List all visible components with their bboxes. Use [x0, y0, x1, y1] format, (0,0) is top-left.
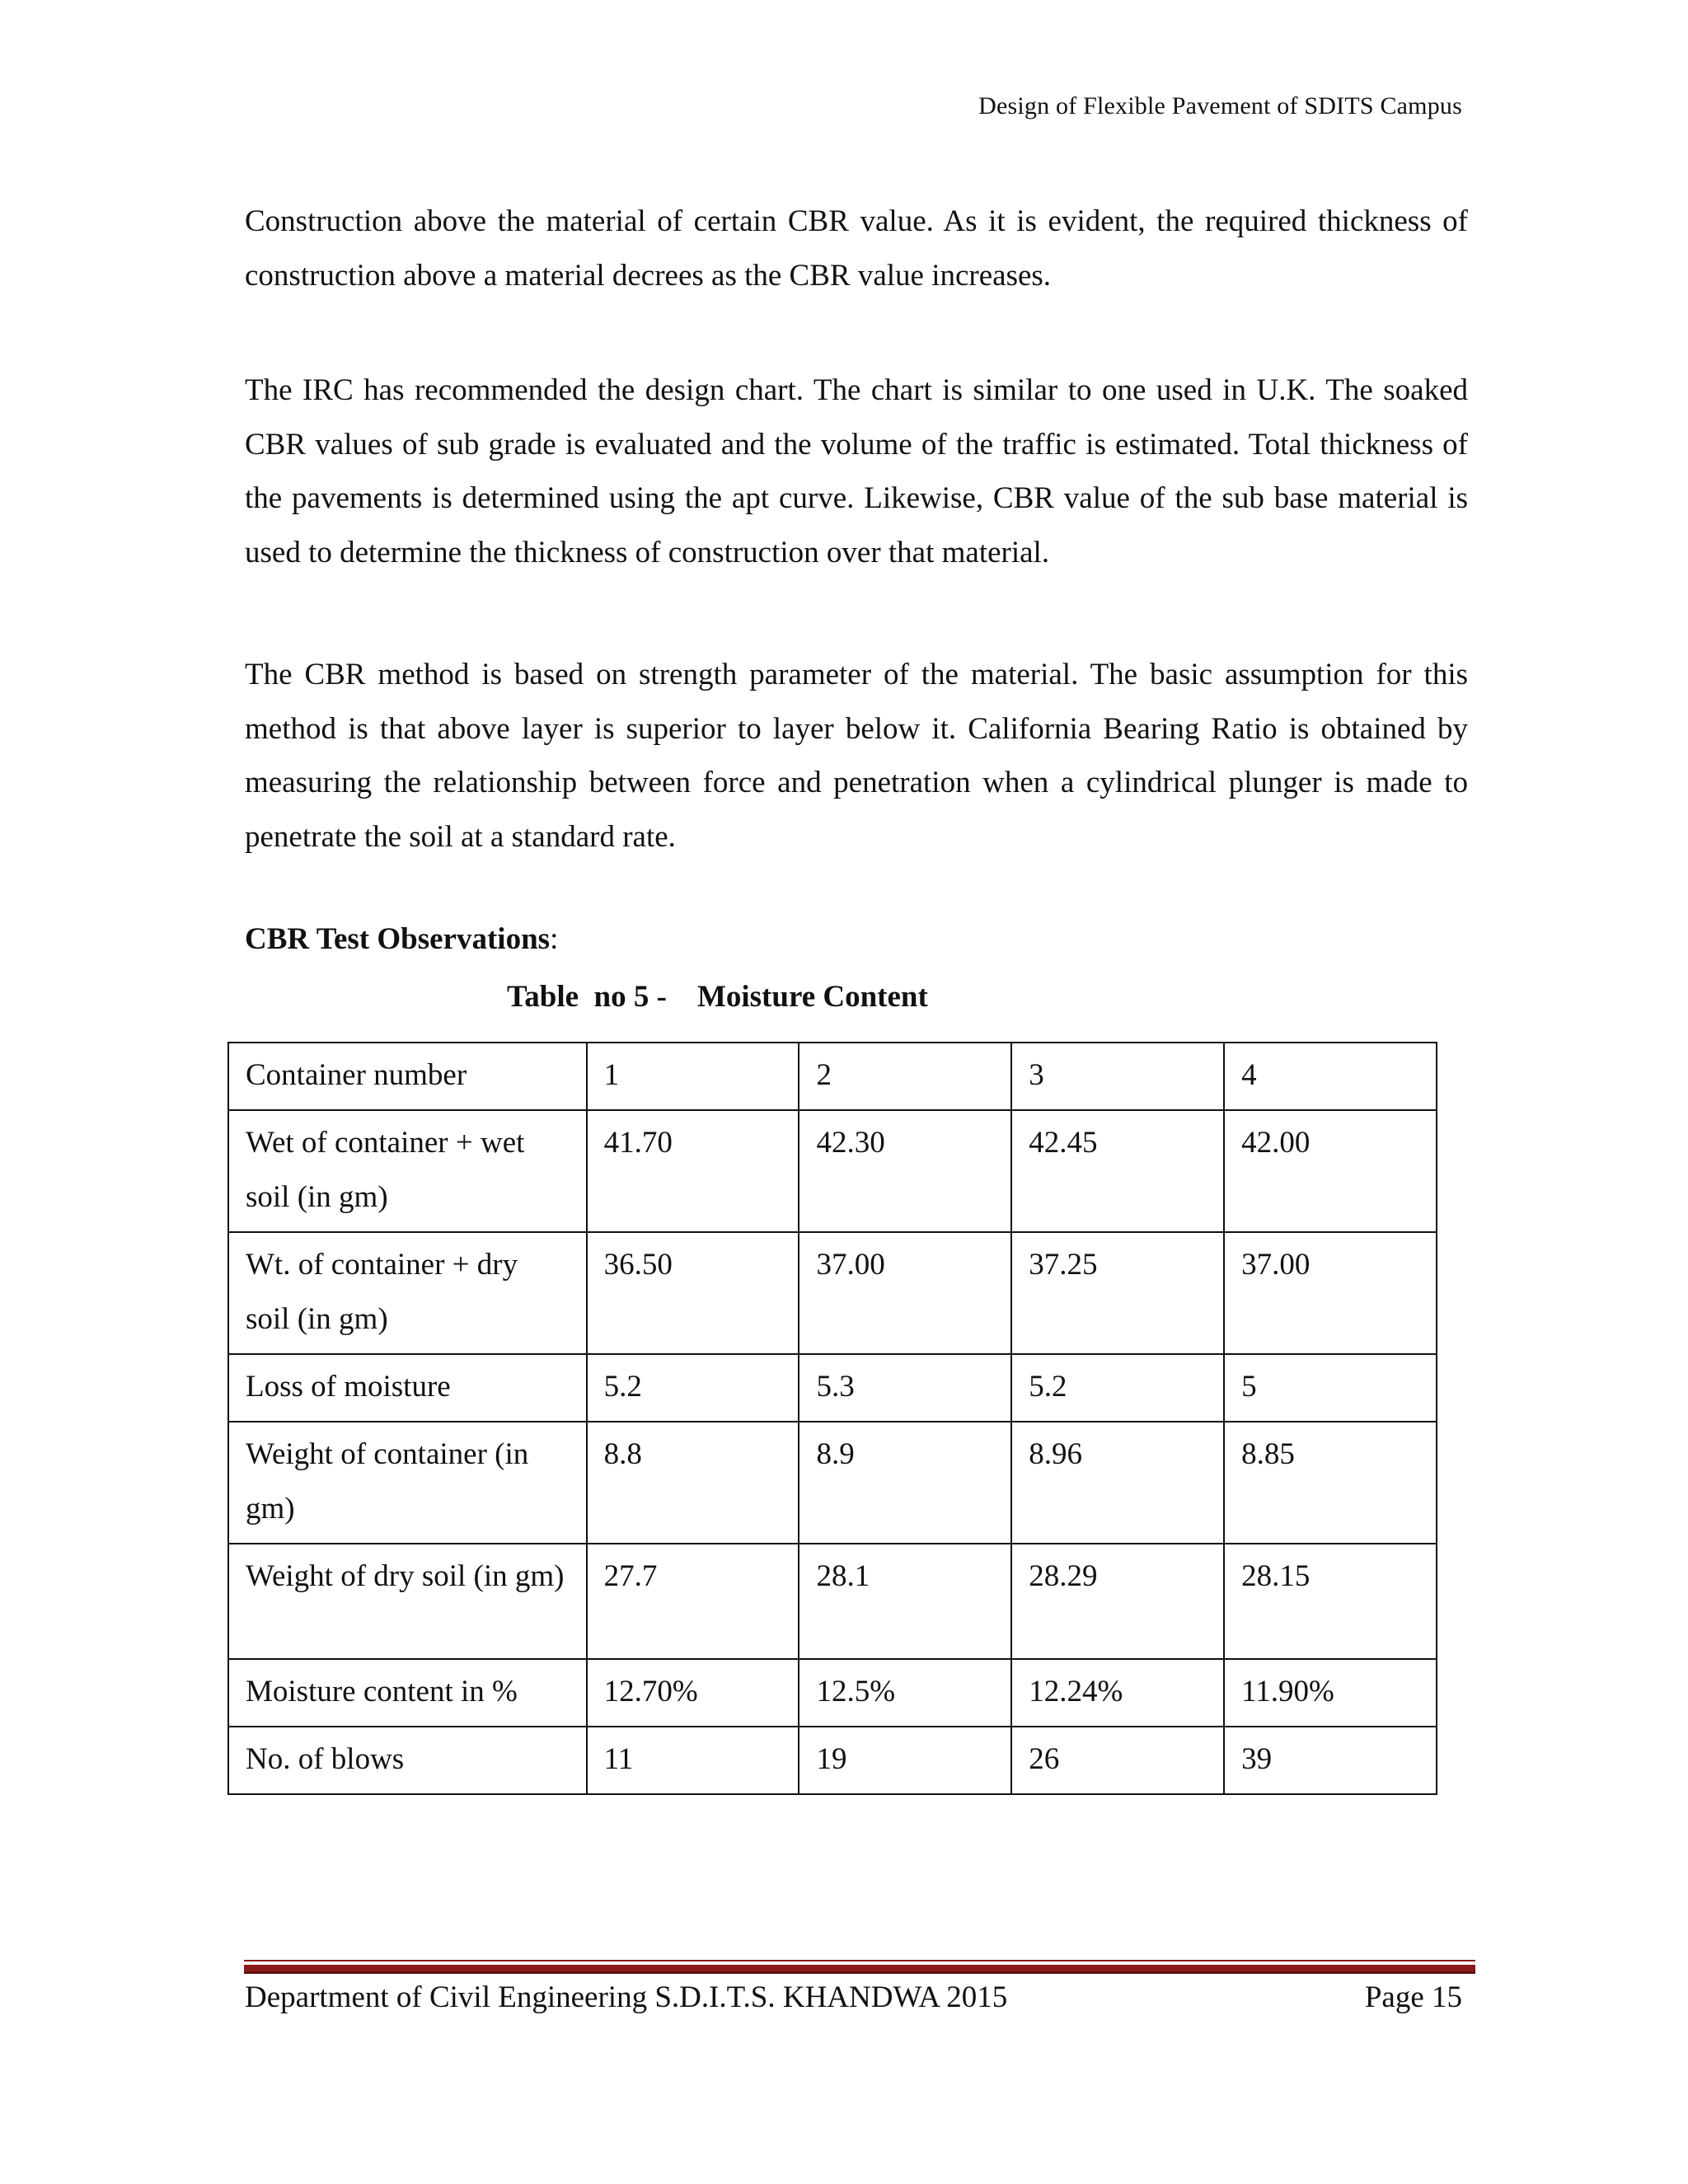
table-cell: 4	[1224, 1043, 1437, 1110]
row-label: Container number	[228, 1043, 587, 1110]
table-cell: 19	[799, 1727, 1011, 1794]
table-row-loss-of-moisture	[228, 1354, 1437, 1422]
table-cell: 28.1	[799, 1544, 1011, 1659]
row-label: Loss of moisture	[228, 1354, 587, 1422]
table-cell: 5.2	[587, 1354, 799, 1422]
table-row-dry-weight	[228, 1232, 1437, 1354]
footer-department: Department of Civil Engineering S.D.I.T.S. KHANDWA 2015	[245, 1980, 1008, 2014]
table-cell: 2	[799, 1043, 1011, 1110]
table-cell: 42.30	[799, 1110, 1011, 1232]
row-label: Moisture content in %	[228, 1659, 587, 1727]
table-row-container-number	[228, 1043, 1437, 1110]
footer-divider	[244, 1965, 1475, 1974]
paragraph-irc-design-chart: The IRC has recommended the design chart. The chart is similar to one used in U.K. The soaked CBR values of sub grade is evaluated and the volume of the traffic is estimated. Total thickness of the pavements is determined using the apt curve. Likewise, CBR value of the sub base material is used to determine the thickness of construction over that material.	[245, 373, 1468, 569]
table-cell: 42.00	[1224, 1110, 1437, 1232]
table-cell: 12.5%	[799, 1659, 1011, 1727]
table-cell: 8.96	[1011, 1422, 1224, 1544]
table-cell: 36.50	[587, 1232, 799, 1354]
table-row-container-weight	[228, 1422, 1437, 1544]
table-cell: 11.90%	[1224, 1659, 1437, 1727]
table-cell: 5.3	[799, 1354, 1011, 1422]
table-cell: 37.00	[799, 1232, 1011, 1354]
page-header: Design of Flexible Pavement of SDITS Campus	[978, 92, 1462, 120]
row-label: Wt. of container + dry soil (in gm)	[228, 1232, 587, 1354]
table-cell: 8.9	[799, 1422, 1011, 1544]
table-cell: 26	[1011, 1727, 1224, 1794]
table-cell: 42.45	[1011, 1110, 1224, 1232]
table-row-dry-soil-weight	[228, 1544, 1437, 1659]
table-cell: 28.29	[1011, 1544, 1224, 1659]
table-cell: 8.85	[1224, 1422, 1437, 1544]
paragraph-cbr-method: The CBR method is based on strength parameter of the material. The basic assumption for this method is that above layer is superior to layer below it. California Bearing Ratio is obtained by measuring the relationship between force and penetration when a cylindrical plunger is made to penetrate the soil at a standard rate.	[245, 658, 1468, 854]
section-heading	[245, 921, 558, 957]
table-row-wet-weight	[228, 1110, 1437, 1232]
row-label: Weight of container (in gm)	[228, 1422, 587, 1544]
row-label: Weight of dry soil (in gm)	[228, 1544, 587, 1659]
table-caption: Table no 5 - Moisture Content	[507, 980, 928, 1014]
section-heading-text: CBR Test Observations	[245, 922, 551, 956]
table-cell: 12.24%	[1011, 1659, 1224, 1727]
table-cell: 41.70	[587, 1110, 799, 1232]
footer-page-number: Page 15	[1364, 1980, 1462, 2014]
table-cell: 12.70%	[587, 1659, 799, 1727]
footer-divider-thin	[244, 1960, 1475, 1961]
moisture-content-table	[227, 1042, 1437, 1795]
table-row-no-of-blows	[228, 1727, 1437, 1794]
section-heading-colon: :	[550, 922, 559, 956]
table-cell: 5.2	[1011, 1354, 1224, 1422]
table-cell: 37.25	[1011, 1232, 1224, 1354]
table-cell: 28.15	[1224, 1544, 1437, 1659]
table-cell: 39	[1224, 1727, 1437, 1794]
row-label: No. of blows	[228, 1727, 587, 1794]
table-cell: 5	[1224, 1354, 1437, 1422]
row-label: Wet of container + wet soil (in gm)	[228, 1110, 587, 1232]
table-cell: 3	[1011, 1043, 1224, 1110]
table-cell: 37.00	[1224, 1232, 1437, 1354]
table-cell: 8.8	[587, 1422, 799, 1544]
table-cell: 27.7	[587, 1544, 799, 1659]
table-row-moisture-content	[228, 1659, 1437, 1727]
table-cell: 11	[587, 1727, 799, 1794]
paragraph-construction: Construction above the material of certain CBR value. As it is evident, the required thickness of construction above a material decrees as the CBR value increases.	[245, 204, 1468, 293]
table-cell: 1	[587, 1043, 799, 1110]
